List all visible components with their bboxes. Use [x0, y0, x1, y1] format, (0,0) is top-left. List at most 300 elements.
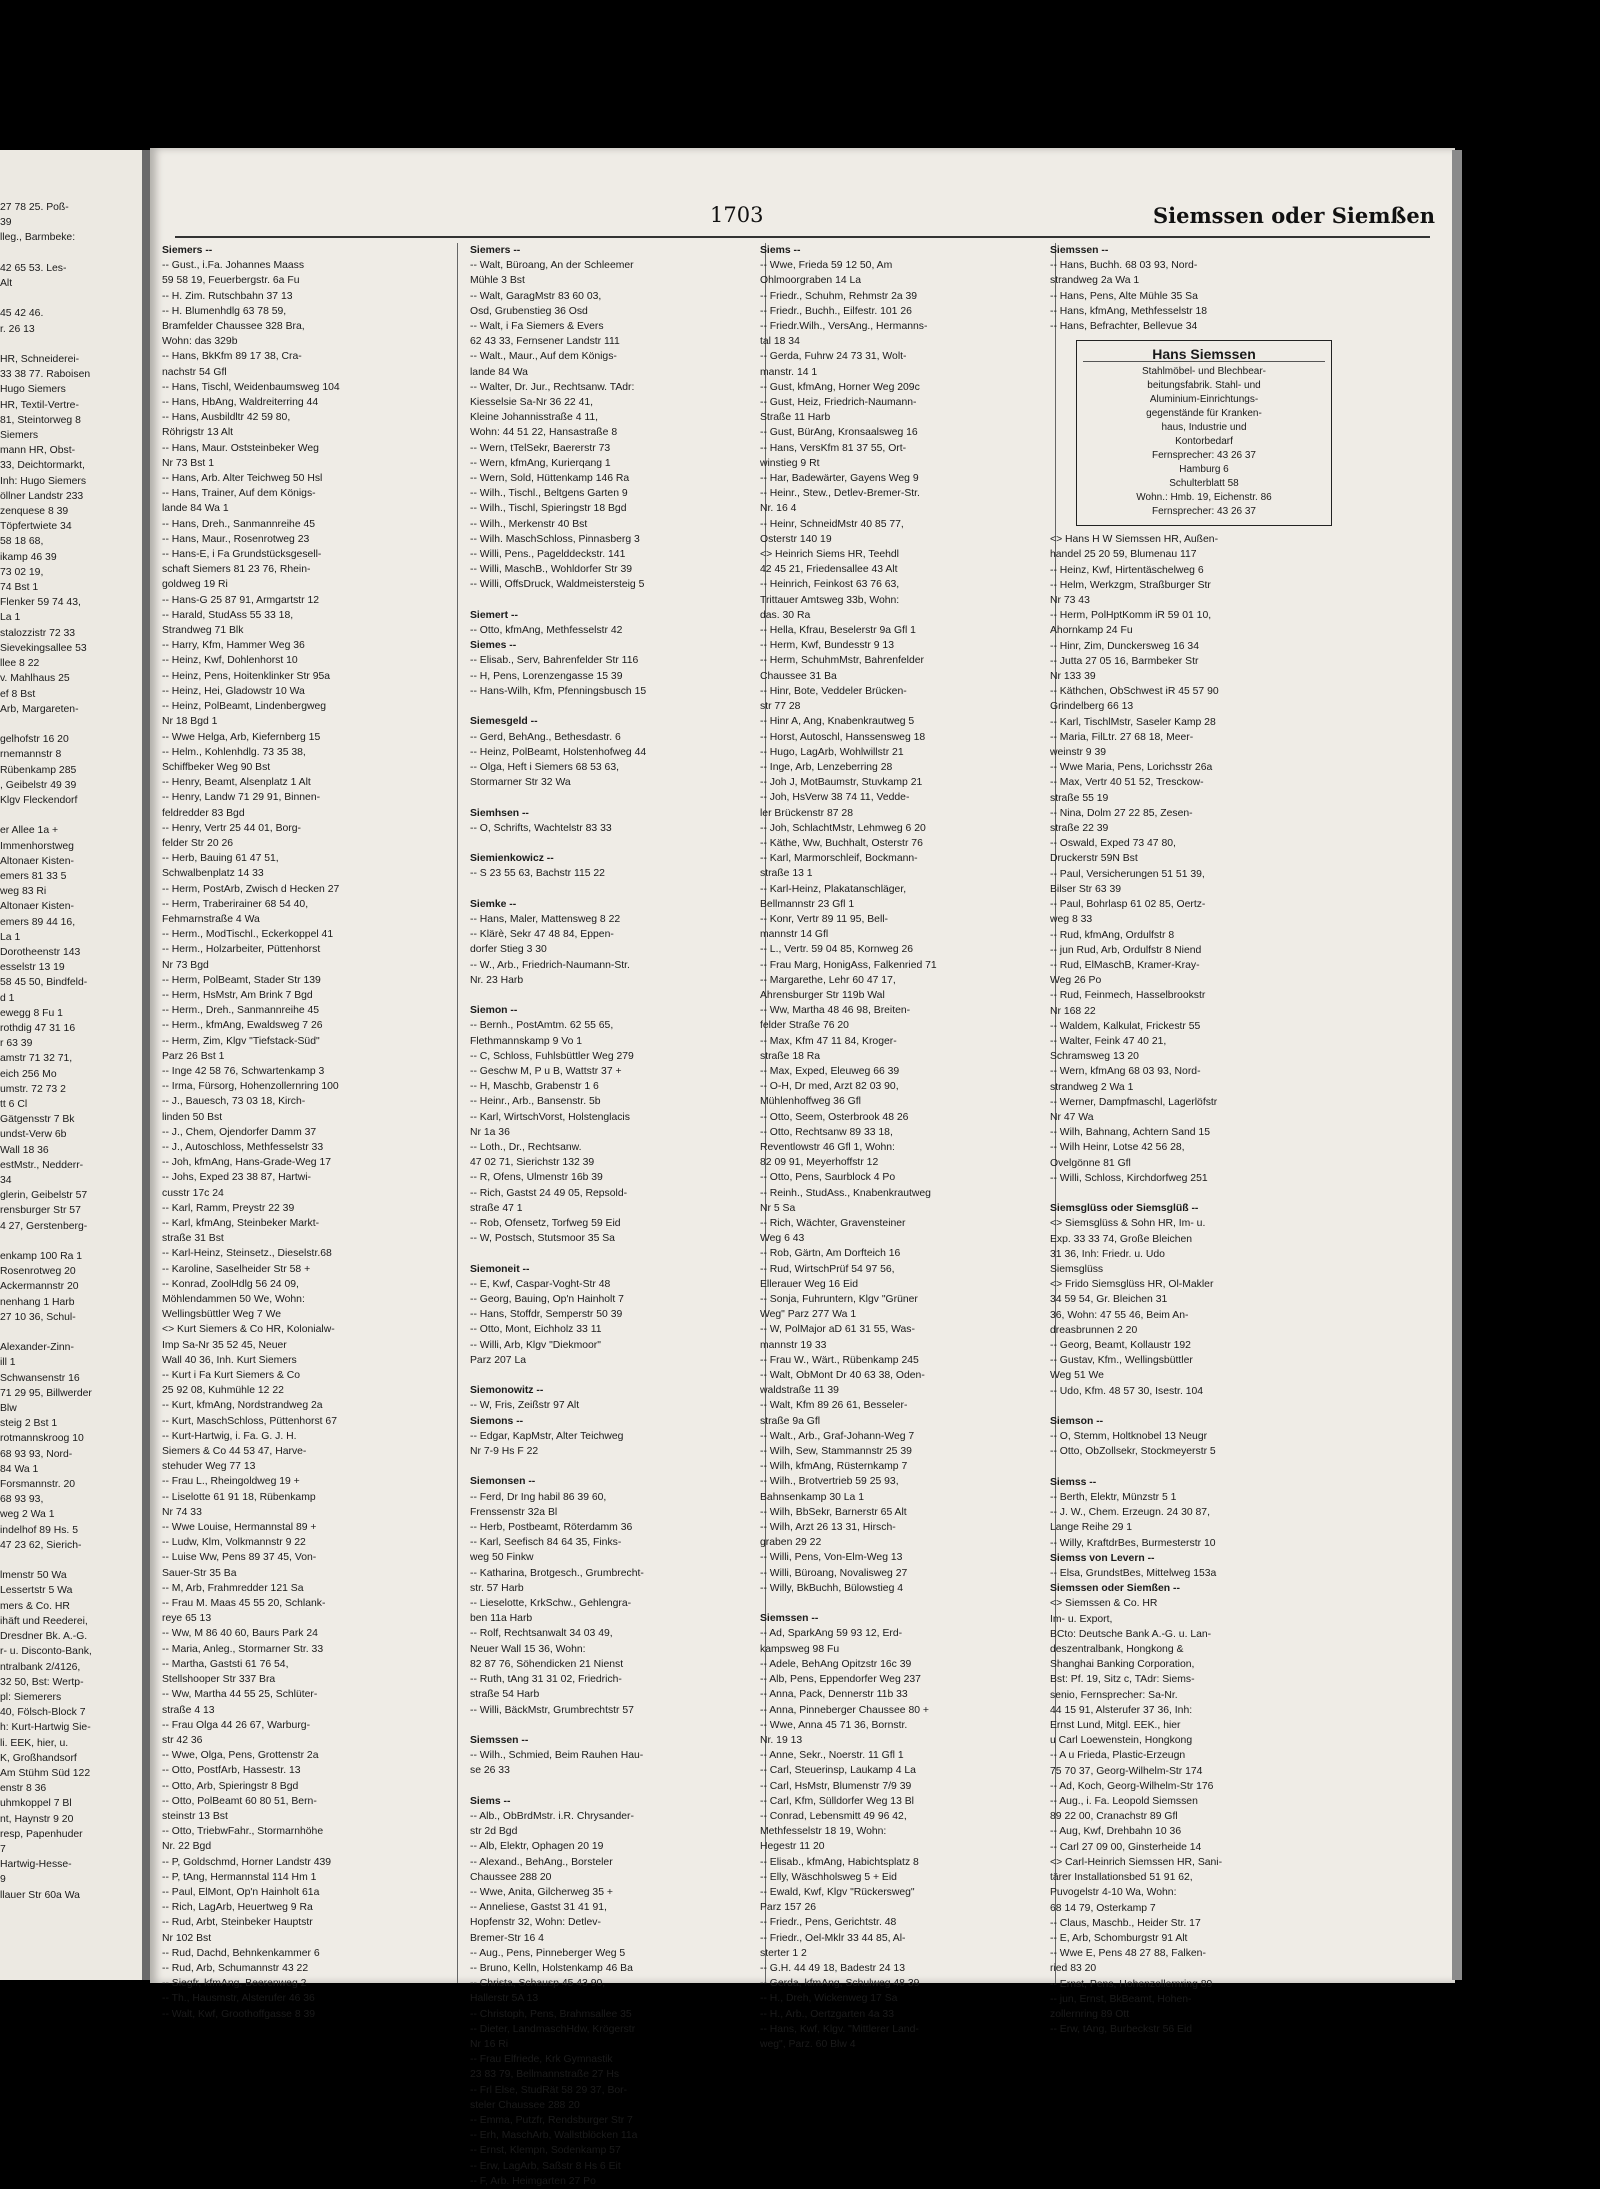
directory-entry: -- W, PolMajor aD 61 31 55, Was-: [760, 1324, 915, 1336]
header-rule: [175, 236, 1430, 238]
directory-entry: -- Friedr., Oel-Mklr 33 44 85, Al-: [760, 1932, 906, 1944]
directory-entry: -- Aug., Pens, Pinneberger Weg 5: [470, 1947, 626, 1959]
facing-page-line: 68 93 93, Nord-: [0, 1448, 73, 1460]
directory-entry: -- M, Arb, Frahmredder 121 Sa: [162, 1582, 304, 1594]
facing-page-fragment: [0, 150, 142, 1980]
facing-page-line: glerin, Geibelstr 57: [0, 1190, 88, 1202]
directory-entry: Nr. 22 Bgd: [162, 1841, 212, 1853]
directory-entry: Mühlenhoffweg 36 Gfl: [760, 1096, 861, 1108]
facing-page-line: rensburger Str 57: [0, 1205, 81, 1217]
directory-entry: -- Lieselotte, KrkSchw., Gehlengra-: [470, 1598, 632, 1610]
directory-entry: -- Herm, SchuhmMstr, Bahrenfelder: [760, 655, 924, 667]
directory-entry: -- Frau Elfriede, Krk Gymnastik: [470, 2054, 613, 2066]
facing-page-line: La 1: [0, 931, 21, 943]
facing-page-line: [0, 808, 150, 823]
directory-entry: -- O, Schrifts, Wachtelstr 83 33: [470, 822, 612, 834]
facing-page-line: 27 78 25. Poß-: [0, 202, 69, 213]
directory-entry: -- Heinrich, Feinkost 63 76 63,: [760, 579, 900, 591]
facing-page-line: weg 83 Ri: [0, 886, 47, 898]
facing-page-line: Schwansenstr 16: [0, 1372, 80, 1384]
facing-page-line: 42 65 53. Les-: [0, 262, 67, 274]
directory-entry: Siemke --: [470, 898, 517, 910]
facing-page-line: 71 29 95, Billwerder: [0, 1387, 92, 1399]
facing-page-line: llee 8 22: [0, 658, 40, 670]
directory-entry: -- Oswald, Exped 73 47 80,: [1050, 838, 1176, 850]
directory-entry: -- Joh J, MotBaumstr, Stuvkamp 21: [760, 777, 923, 789]
directory-entry: Imp Sa-Nr 35 52 45, Neuer: [162, 1339, 287, 1351]
directory-entry: -- Frau L., Rheingoldweg 19 +: [162, 1476, 300, 1488]
directory-entry: -- Hella, Kfrau, Beselerstr 9a Gfl 1: [760, 625, 916, 637]
directory-entry: -- Willi, Büroang, Novalisweg 27: [760, 1567, 908, 1579]
facing-page-line: HR, Schneiderei-: [0, 354, 80, 366]
directory-entry: Siemienkowicz --: [470, 853, 554, 865]
directory-entry: -- Heinr., Arb., Bansenstr. 5b: [470, 1096, 601, 1108]
facing-page-line: llauer Str 60a Wa: [0, 1889, 80, 1901]
directory-entry: lande 84 Wa: [470, 366, 528, 378]
directory-entry: 59 58 19, Feuerbergstr. 6a Fu: [162, 275, 300, 287]
facing-page-line: öllner Landstr 233: [0, 490, 84, 502]
directory-entry: -- Walt, i Fa Siemers & Evers: [470, 321, 604, 333]
facing-page-line: 4 27, Gerstenberg-: [0, 1220, 88, 1232]
directory-entry: [470, 836, 760, 851]
directory-entry: Siems --: [760, 245, 801, 256]
directory-entry: [470, 1246, 760, 1261]
directory-entry: str 77 28: [760, 701, 801, 713]
directory-entry: Im- u. Export,: [1050, 1613, 1113, 1625]
facing-page-line: [0, 717, 150, 732]
directory-entry: -- Hans, HbAng, Waldreiterring 44: [162, 397, 319, 409]
directory-entry: -- Paul, Versicherungen 51 51 39,: [1050, 868, 1205, 880]
directory-entry: -- Wwe Louise, Hermannstal 89 +: [162, 1522, 317, 1534]
directory-entry: -- S 23 55 63, Bachstr 115 22: [470, 868, 605, 880]
directory-entry: -- Ernst, Pens, Hohenzollernring 89: [1050, 1978, 1213, 1990]
directory-entry: -- L., Vertr. 59 04 85, Kornweg 26: [760, 944, 914, 956]
directory-entry: -- Udo, Kfm. 48 57 30, Isestr. 104: [1050, 1385, 1204, 1397]
directory-entry: Chaussee 288 20: [470, 1871, 552, 1883]
facing-page-line: r 63 39: [0, 1038, 33, 1050]
directory-entry: -- Friedr., Pens, Gerichtstr. 48: [760, 1917, 897, 1929]
directory-entry: -- H. Blumenhdlg 63 78 59,: [162, 305, 287, 317]
directory-entry: schaft Siemers 81 23 76, Rhein-: [162, 564, 311, 576]
directory-entry: -- Karl, WirtschVorst, Holstenglacis: [470, 1111, 630, 1123]
directory-entry: -- Willi, Arb, Klgv "Diekmoor": [470, 1339, 601, 1351]
ad-line: Wohn.: Hmb. 19, Eichenstr. 86: [1136, 492, 1272, 504]
directory-entry: -- J., Chem, Ojendorfer Damm 37: [162, 1126, 317, 1138]
directory-entry: -- Konr, Vertr 89 11 95, Bell-: [760, 913, 889, 925]
directory-entry: -- Otto, Seem, Osterbrook 48 26: [760, 1111, 909, 1123]
directory-entry: -- Frau Olga 44 26 67, Warburg-: [162, 1719, 311, 1731]
directory-entry: -- Wilh, Sew, Stammannstr 25 39: [760, 1446, 912, 1458]
directory-entry: -- Wwe Maria, Pens, Lorichsstr 26a: [1050, 762, 1213, 774]
directory-entry: Hopfenstr 32, Wohn: Detlev-: [470, 1917, 601, 1929]
directory-entry: -- Walt, Kfm 89 26 61, Besseler-: [760, 1400, 908, 1412]
directory-entry: -- Wilh, BbSekr, Barnerstr 65 Alt: [760, 1506, 907, 1518]
facing-page-column: [0, 200, 150, 1903]
directory-entry: Grindelberg 66 13: [1050, 701, 1134, 713]
directory-entry: -- Friedr., Buchh., Eilfestr. 101 26: [760, 305, 912, 317]
facing-page-line: [0, 1234, 150, 1249]
directory-entry: -- Wern, kfmAng, Kurierqang 1: [470, 457, 611, 469]
directory-entry: Siemers --: [470, 245, 521, 256]
directory-entry: straße 54 Harb: [470, 1689, 540, 1701]
directory-entry: BCto: Deutsche Bank A.-G. u. Lan-: [1050, 1628, 1212, 1640]
directory-entry: -- H., Dreh, Wickenweg 17 Sa: [760, 1993, 898, 2005]
directory-entry: 82 87 76, Söhendicken 21 Nienst: [470, 1658, 624, 1670]
directory-entry: -- Werner, Dampfmaschl, Lagerlöfstr: [1050, 1096, 1218, 1108]
facing-page-line: Rübenkamp 285: [0, 764, 77, 776]
directory-entry: ler Brückenstr 87 28: [760, 807, 853, 819]
directory-entry: Bilser Str 63 39: [1050, 883, 1122, 895]
directory-entry: -- Elisab., kfmAng, Habichtsplatz 8: [760, 1856, 919, 1868]
facing-page-line: Alexander-Zinn-: [0, 1342, 74, 1354]
facing-page-line: li. EEK, hier, u.: [0, 1737, 69, 1749]
facing-page-line: [0, 246, 150, 261]
directory-entry: -- Otto, kfmAng, Methfesselstr 42: [470, 625, 623, 637]
directory-entry: weg", Parz. 60 Blw 4: [760, 2038, 856, 2050]
directory-entry: -- W, Fris, Zeißstr 97 Alt: [470, 1400, 580, 1412]
ad-line: Kontorbedarf: [1175, 436, 1233, 448]
directory-entry: -- Heinr., Stew., Detlev-Bremer-Str.: [760, 488, 920, 500]
facing-page-line: d 1: [0, 992, 15, 1004]
directory-entry: -- Ww, Martha 48 46 98, Breiten-: [760, 1005, 911, 1017]
directory-entry: -- W, Postsch, Stutsmoor 35 Sa: [470, 1233, 615, 1245]
directory-entry: -- Herm., Dreh., Sanmannreihe 45: [162, 1005, 320, 1017]
directory-entry: Siemons --: [470, 1415, 524, 1427]
directory-entry: -- O-H, Dr med, Arzt 82 03 90,: [760, 1081, 899, 1093]
directory-entry: -- Herb, Bauing 61 47 51,: [162, 853, 279, 865]
column-3: [760, 243, 1050, 2050]
directory-entry: Siemers --: [162, 245, 213, 256]
directory-entry: -- Reinh., StudAss., Knabenkrautweg: [760, 1187, 931, 1199]
directory-entry: Nr 168 22: [1050, 1005, 1096, 1017]
facing-page-line: Forsmannstr. 20: [0, 1479, 76, 1491]
directory-entry: -- Wilh. MaschSchloss, Pinnasberg 3: [470, 533, 640, 545]
directory-entry: -- Walter, Dr. Jur., Rechtsanw. TAdr:: [470, 381, 635, 393]
directory-entry: 36, Wohn: 47 55 46, Beim An-: [1050, 1309, 1189, 1321]
directory-entry: Siemss --: [1050, 1476, 1097, 1488]
directory-entry: -- Wwe, Frieda 59 12 50, Am: [760, 260, 893, 272]
directory-entry: Siemesgeld --: [470, 716, 538, 728]
directory-entry: <> Kurt Siemers & Co HR, Kolonialw-: [162, 1324, 335, 1336]
directory-entry: Flethmannskamp 9 Vo 1: [470, 1035, 583, 1047]
facing-page-line: pl: Siemerers: [0, 1691, 62, 1703]
directory-entry: -- Gust, BürAng, Kronsaalsweg 16: [760, 427, 918, 439]
facing-page-line: Alt: [0, 278, 13, 290]
directory-entry: -- Rud, ElMaschB, Kramer-Kray-: [1050, 959, 1200, 971]
page-header: [150, 203, 1455, 233]
directory-entry: Parz 157 26: [760, 1902, 817, 1914]
facing-page-line: Inh: Hugo Siemers: [0, 475, 87, 487]
facing-page-line: r- u. Disconto-Bank,: [0, 1646, 92, 1658]
directory-entry: 62 43 33, Fernsener Landstr 111: [470, 336, 620, 348]
directory-entry: -- Hans, BkKfm 89 17 38, Cra-: [162, 351, 302, 363]
directory-entry: -- Helm, Werkzgm, Straßburger Str: [1050, 579, 1211, 591]
directory-entry: -- Wern, tTelSekr, Baererstr 73: [470, 442, 611, 454]
directory-entry: -- Horst, Autoschl, Hanssensweg 18: [760, 731, 926, 743]
directory-entry: Hegestr 11 20: [760, 1841, 825, 1853]
directory-entry: -- Bernh., PostAmtm. 62 55 65,: [470, 1020, 614, 1032]
directory-entry: Parz 207 La: [470, 1354, 527, 1366]
directory-entry: Siemoneit --: [470, 1263, 530, 1275]
directory-entry: Siemon --: [470, 1005, 518, 1017]
directory-entry: -- Karl-Heinz, Plakatanschläger,: [760, 883, 907, 895]
facing-page-line: Dorotheenstr 143: [0, 946, 81, 958]
directory-entry: -- Luise Ww, Pens 89 37 45, Von-: [162, 1552, 317, 1564]
facing-page-line: eich 256 Mo: [0, 1068, 57, 1080]
directory-entry: -- Heinz, PolBeamt, Lindenbergweg: [162, 701, 327, 713]
facing-page-line: esselstr 13 19: [0, 962, 65, 974]
directory-entry: se 26 33: [470, 1765, 510, 1777]
facing-page-line: 58 18 68,: [0, 536, 44, 548]
directory-entry: -- C, Schloss, Fuhlsbüttler Weg 279: [470, 1050, 634, 1062]
directory-entry: -- Rud, Dachd, Behnkenkammer 6: [162, 1947, 320, 1959]
running-head: Siemssen oder Siemßen: [1152, 203, 1435, 228]
directory-entry: -- Adele, BehAng Opitzstr 16c 39: [760, 1658, 912, 1670]
facing-page-line: estMstr., Nedderr-: [0, 1159, 84, 1171]
directory-entry: Möhlendammen 50 We, Wohn:: [162, 1294, 305, 1306]
directory-entry: -- Herm, HsMstr, Am Brink 7 Bgd: [162, 989, 313, 1001]
directory-entry: Siemhsen --: [470, 807, 529, 819]
facing-page-line: Altonaer Kisten-: [0, 901, 74, 913]
column-4: [1050, 243, 1340, 2036]
directory-entry: -- Hinr, Bote, Veddeler Brücken-: [760, 685, 907, 697]
directory-entry: Hallerstr 5A 13: [470, 1993, 539, 2005]
directory-entry: Schramsweg 13 20: [1050, 1051, 1139, 1063]
ad-line: Fernsprecher: 43 26 37: [1152, 506, 1256, 518]
directory-entry: weg 50 Finkw: [470, 1552, 534, 1564]
facing-page-line: 74 Bst 1: [0, 582, 39, 594]
directory-entry: -- Max, Vertr 40 51 52, Tresckow-: [1050, 777, 1204, 789]
directory-entry: -- Carl, HsMstr, Blumenstr 7/9 39: [760, 1780, 912, 1792]
directory-entry: -- Rob, Ofensetz, Torfweg 59 Eid: [470, 1218, 621, 1229]
directory-entry: -- Ewald, Kwf, Klgv "Rückersweg": [760, 1886, 915, 1898]
directory-entry: -- Heinz, Pens, Hoitenklinker Str 95a: [162, 670, 331, 682]
directory-entry: Ovelgönne 81 Gfl: [1050, 1157, 1131, 1169]
directory-entry: Puvogelstr 4-10 Wa, Wohn:: [1050, 1887, 1177, 1899]
directory-entry: Ohlmoorgraben 14 La: [760, 275, 862, 287]
facing-page-line: 47 23 62, Sierich-: [0, 1539, 82, 1551]
directory-entry: Strandweg 71 Blk: [162, 625, 244, 637]
column-1: [162, 243, 452, 2020]
directory-entry: felder Str 20 26: [162, 837, 234, 849]
facing-page-line: 39: [0, 217, 12, 229]
directory-entry: Bahnsenkamp 30 La 1: [760, 1491, 864, 1503]
directory-entry: Bremer-Str 16 4: [470, 1932, 544, 1944]
facing-page-line: lleg., Barmbeke:: [0, 232, 76, 244]
directory-entry: [760, 1596, 1050, 1611]
directory-entry: -- Frl Else, StudRät 58 29 37, Bor-: [470, 2084, 628, 2096]
directory-entry: kampsweg 98 Fu: [760, 1643, 840, 1655]
page-edge: [1452, 150, 1462, 1980]
directory-entry: Siemssen --: [760, 1613, 819, 1625]
directory-entry: Siemers & Co 44 53 47, Harve-: [162, 1446, 307, 1458]
facing-page-line: gelhofstr 16 20: [0, 734, 69, 746]
directory-entry: -- Frau Marg, HonigAss, Falkenried 71: [760, 959, 937, 971]
directory-entry: -- Karl, Seefisch 84 64 35, Finks-: [470, 1537, 622, 1549]
directory-entry: goldweg 19 Ri: [162, 579, 228, 591]
facing-page-line: Lessertstr 5 Wa: [0, 1585, 73, 1597]
facing-page-line: 32 50, Bst: Wertp-: [0, 1676, 84, 1688]
facing-page-line: Wall 18 36: [0, 1144, 49, 1156]
directory-entry: tärer Installationsbed 51 91 62,: [1050, 1872, 1193, 1884]
directory-entry: -- Hans-E, i Fa Grundstücksgesell-: [162, 549, 322, 561]
directory-entry: straße 22 39: [1050, 823, 1109, 835]
directory-entry: dreasbrunnen 2 20: [1050, 1324, 1138, 1336]
directory-entry: zollernring 89 Ott: [1050, 2008, 1130, 2020]
directory-entry: -- Henry, Beamt, Alsenplatz 1 Alt: [162, 777, 311, 789]
directory-entry: [470, 1718, 760, 1733]
directory-entry: -- Helm., Kohlenhdlg. 73 35 38,: [162, 746, 306, 758]
directory-entry: straße 18 Ra: [760, 1050, 821, 1062]
facing-page-line: ill 1: [0, 1357, 16, 1369]
directory-entry: 34 59 54, Gr. Bleichen 31: [1050, 1294, 1168, 1306]
directory-entry: -- R, Ofens, Ulmenstr 16b 39: [470, 1172, 603, 1184]
directory-entry: [470, 882, 760, 897]
directory-entry: 89 22 00, Cranachstr 89 Gfl: [1050, 1811, 1178, 1823]
directory-entry: str. 57 Harb: [470, 1582, 524, 1594]
directory-entry: -- Hans, kfmAng, Methfesselstr 18: [1050, 305, 1208, 317]
directory-entry: -- Hans, Tischl, Weidenbaumsweg 104: [162, 381, 340, 393]
directory-entry: -- Otto, TriebwFahr., Stormarnhöhe: [162, 1826, 324, 1838]
directory-entry: -- Wwe E, Pens 48 27 88, Falken-: [1050, 1948, 1206, 1960]
directory-entry: Nr 5 Sa: [760, 1202, 796, 1214]
directory-entry: Osterstr 140 19: [760, 533, 832, 545]
directory-entry: -- Herm., kfmAng, Ewaldsweg 7 26: [162, 1020, 323, 1032]
directory-entry: -- Hans, Dreh., Sanmannreihe 45: [162, 518, 316, 530]
directory-entry: -- Erw, LagArb, Saßstr 8 Hs 6 Eit: [470, 2160, 621, 2172]
directory-entry: 25 92 08, Kuhmühle 12 22: [162, 1385, 284, 1397]
directory-entry: -- Elisab., Serv, Bahrenfelder Str 116: [470, 655, 639, 667]
directory-entry: -- Wilh, Arzt 26 13 31, Hirsch-: [760, 1522, 896, 1534]
directory-entry: Nr 73 Bgd: [162, 959, 209, 971]
directory-entry: -- Karl, TischlMstr, Saseler Kamp 28: [1050, 716, 1216, 728]
directory-entry: steinstr 13 Bst: [162, 1810, 228, 1822]
directory-entry: -- Anna, Pinneberger Chaussee 80 +: [760, 1704, 929, 1716]
directory-entry: Neuer Wall 15 36, Wohn:: [470, 1643, 586, 1655]
directory-entry: -- Hans, Stoffdr, Semperstr 50 39: [470, 1309, 623, 1321]
directory-entry: -- Christoph, Pens, Brahmsallee 35: [470, 2008, 632, 2020]
facing-page-line: v. Mahlhaus 25: [0, 673, 70, 685]
directory-entry: -- Hans, Kwf, Klgv. "Mittlerer Land-: [760, 2023, 919, 2035]
directory-entry: str 42 36: [162, 1734, 203, 1746]
facing-page-line: 34: [0, 1175, 12, 1186]
directory-entry: -- Joh, SchlachtMstr, Lehmweg 6 20: [760, 822, 926, 834]
facing-page-line: ewegg 8 Fu 1: [0, 1007, 63, 1019]
directory-entry: Ahornkamp 24 Fu: [1050, 625, 1133, 637]
directory-entry: -- Rud, Arbt, Steinbeker Hauptstr: [162, 1917, 313, 1929]
directory-entry: -- Claus, Maschb., Heider Str. 17: [1050, 1917, 1201, 1929]
facing-page-line: Siemers: [0, 430, 39, 442]
directory-entry: -- Johs, Exped 23 38 87, Hartwi-: [162, 1172, 312, 1184]
page-number: 1703: [710, 203, 764, 227]
directory-entry: -- Wern, Sold, Hüttenkamp 146 Ra: [470, 473, 630, 485]
directory-entry: -- Walter, Feink 47 40 21,: [1050, 1035, 1167, 1047]
directory-entry: -- Klärè, Sekr 47 48 84, Eppen-: [470, 929, 614, 941]
facing-page-line: [0, 291, 150, 306]
directory-entry: -- Otto, Mont, Eichholz 33 11: [470, 1324, 602, 1336]
directory-entry: -- Conrad, Lebensmitt 49 96 42,: [760, 1810, 907, 1822]
directory-entry: -- Wilh., Tischl, Spieringstr 18 Bgd: [470, 503, 627, 515]
facing-page-line: nt, Haynstr 9 20: [0, 1813, 74, 1825]
directory-entry: -- Walt., Arb., Graf-Johann-Weg 7: [760, 1430, 915, 1442]
directory-entry: -- Gust, Heiz, Friedrich-Naumann-: [760, 397, 917, 409]
directory-entry: Nr 102 Bst: [162, 1932, 212, 1944]
directory-entry: Sauer-Str 35 Ba: [162, 1567, 237, 1579]
directory-entry: Nr 18 Bgd 1: [162, 716, 218, 728]
directory-entry: Nr. 19 13: [760, 1734, 803, 1746]
directory-entry: Nr. 16 4: [760, 503, 797, 515]
directory-entry: -- Heinz, Kwf, Hirtentäschelweg 6: [1050, 564, 1204, 576]
directory-entry: -- Ad, SparkAng 59 93 12, Erd-: [760, 1628, 903, 1640]
directory-entry: felder Straße 76 20: [760, 1020, 849, 1032]
book-gutter: [142, 150, 150, 1980]
facing-page-line: zenquese 8 39: [0, 506, 69, 518]
directory-entry: -- Inge 42 58 76, Schwartenkamp 3: [162, 1065, 325, 1077]
directory-entry: -- Christa, Schausp 45 43 90,: [470, 1978, 606, 1990]
directory-entry: -- Hans, Arb. Alter Teichweg 50 Hsl: [162, 473, 323, 485]
directory-entry: -- Hans-G 25 87 91, Armgartstr 12: [162, 594, 320, 606]
facing-page-line: enstr 8 36: [0, 1783, 47, 1795]
ad-line: Schulterblatt 58: [1169, 478, 1239, 490]
directory-entry: [1050, 1186, 1340, 1201]
facing-page-line: ntralbank 2/4126,: [0, 1661, 81, 1673]
directory-entry: -- Willi, OffsDruck, Waldmeistersteig 5: [470, 579, 645, 591]
directory-entry: -- Harry, Kfm, Hammer Weg 36: [162, 640, 305, 652]
directory-entry: -- Wilh, Bahnang, Achtern Sand 15: [1050, 1127, 1210, 1139]
directory-entry: Wohn: 44 51 22, Hansastraße 8: [470, 427, 618, 439]
directory-entry: -- Willi, Pens, Von-Elm-Weg 13: [760, 1552, 903, 1564]
directory-entry: Kleine Johannisstraße 4 11,: [470, 412, 599, 424]
directory-entry: -- Rud, Arb, Schumannstr 43 22: [162, 1962, 309, 1974]
directory-entry: -- Ruth, tAng 31 31 02, Friedrich-: [470, 1674, 622, 1686]
directory-entry: Siemssen oder Siemßen --: [1050, 1583, 1180, 1595]
directory-entry: -- Rolf, Rechtsanwalt 34 03 49,: [470, 1628, 613, 1640]
facing-page-line: 73 02 19,: [0, 566, 44, 578]
directory-entry: -- Margarethe, Lehr 60 47 17,: [760, 974, 896, 986]
directory-entry: -- Wwe Helga, Arb, Kiefernberg 15: [162, 731, 321, 743]
facing-page-line: Hugo Siemers: [0, 384, 66, 396]
directory-entry: -- Frau W., Wärt., Rübenkamp 245: [760, 1354, 919, 1366]
facing-page-line: 33 38 77. Raboisen: [0, 369, 91, 381]
directory-entry: Siemert --: [470, 609, 518, 621]
directory-entry: -- Joh, kfmAng, Hans-Grade-Weg 17: [162, 1157, 332, 1169]
directory-entry: <> Frido Siemsglüss HR, Ol-Makler: [1050, 1279, 1214, 1291]
directory-entry: -- Olga, Heft i Siemers 68 53 63,: [470, 761, 619, 773]
directory-entry: Röhrigstr 13 Alt: [162, 427, 234, 439]
directory-entry: Nr 133 39: [1050, 671, 1096, 683]
directory-entry: -- J., Bauesch, 73 03 18, Kirch-: [162, 1096, 306, 1108]
facing-page-line: mann HR, Obst-: [0, 445, 76, 457]
directory-entry: -- Heinr, SchneidMstr 40 85 77,: [760, 518, 904, 530]
directory-entry: -- Hans, Maur. Oststeinbeker Weg: [162, 442, 319, 454]
directory-entry: -- Carl, Steuerinsp, Laukamp 4 La: [760, 1765, 916, 1777]
directory-entry: -- Wern, kfmAng 68 03 93, Nord-: [1050, 1066, 1201, 1078]
facing-page-line: er Allee 1a +: [0, 825, 59, 837]
directory-entry: -- E, Arb, Schomburgstr 91 Alt: [1050, 1932, 1188, 1944]
facing-page-line: rothdig 47 31 16: [0, 1022, 76, 1034]
directory-entry: -- Ferd, Dr Ing habil 86 39 60,: [470, 1491, 607, 1503]
directory-entry: -- Walt, Kwf, Groothoffgasse 8 39: [162, 2008, 316, 2020]
directory-entry: Mühle 3 Bst: [470, 275, 525, 287]
directory-entry: -- jun, Ernst, BkBeamt, Hohen-: [1050, 1993, 1192, 2005]
directory-entry: -- Walt, Büroang, An der Schleemer: [470, 260, 634, 272]
advertisement-box: [1076, 340, 1332, 526]
directory-entry: -- Elsa, GrundstBes, Mittelweg 153a: [1050, 1568, 1217, 1580]
facing-page-line: emers 81 33 5: [0, 870, 67, 882]
directory-entry: -- Heinz, Kwf, Dohlenhorst 10: [162, 655, 298, 667]
directory-entry: -- Otto, Arb, Spieringstr 8 Bgd: [162, 1780, 299, 1792]
directory-entry: -- Hans, Pens, Alte Mühle 35 Sa: [1050, 290, 1198, 302]
